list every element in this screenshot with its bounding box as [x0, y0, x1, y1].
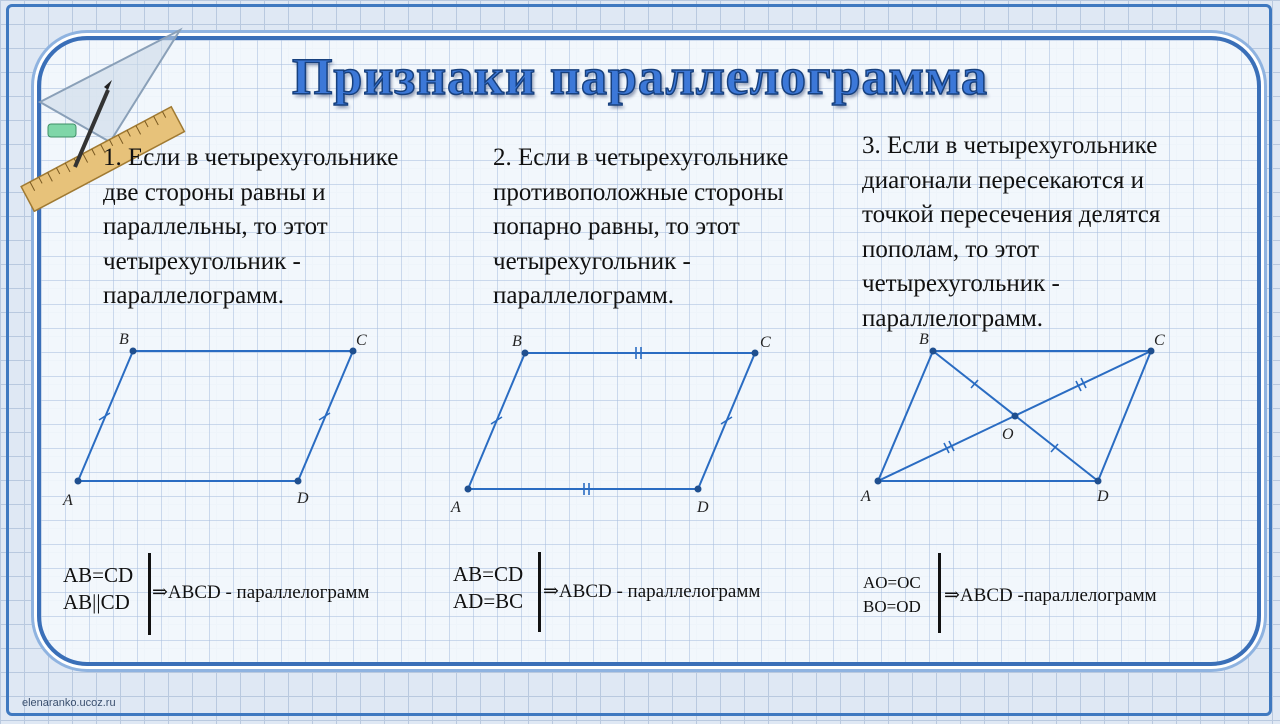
- sign-3-text: 3. Если в четырехугольнике диагонали пересекаются и точкой пересечения делятся пополам, то этот четырехугольник - параллелограмм.: [862, 132, 1161, 332]
- condition-line: AB=CD: [63, 563, 134, 587]
- vertex-A-label: A: [63, 492, 73, 509]
- vertex-B-label: B: [919, 331, 929, 348]
- sign-1-text: 1. Если в четырехугольнике две стороны равны и параллельны, то этот четырехугольник - параллелограмм.: [103, 144, 399, 309]
- vertex-B-label: B: [119, 331, 129, 348]
- site-footer: elenaranko.ucoz.ru: [22, 697, 116, 709]
- vertex-D-label: D: [297, 490, 309, 507]
- sign-2-conclusion: ⇒ABCD - параллелограмм: [543, 581, 761, 602]
- vertex-C-label: C: [356, 332, 367, 349]
- parallelogram-figure-3: [855, 325, 1175, 510]
- vertex-B-label: B: [512, 333, 522, 350]
- sign-3-conclusion: ⇒ABCD -параллелограмм: [944, 585, 1157, 606]
- sign-1-conditions: [63, 562, 133, 616]
- condition-line: AB=CD: [453, 562, 524, 586]
- condition-line: AO=OC: [863, 573, 921, 592]
- parallelogram-figure-1: [55, 325, 385, 515]
- sign-3-conditions: [863, 571, 921, 619]
- sign-2-conditions: [453, 561, 523, 615]
- condition-bar: [148, 553, 151, 635]
- page-title: Признаки параллелограмма: [291, 49, 989, 106]
- sign-1-conclusion: ⇒ABCD - параллелограмм: [152, 582, 370, 603]
- condition-bar: [938, 553, 941, 633]
- parallelogram-figure-2: [445, 327, 785, 522]
- vertex-D-label: D: [1097, 488, 1109, 505]
- vertex-D-label: D: [697, 499, 709, 516]
- vertex-C-label: C: [760, 334, 771, 351]
- intersection-O-label: O: [1002, 426, 1014, 443]
- sign-2-text: 2. Если в четырехугольнике противоположные стороны попарно равны, то этот четырехугольник - параллелограмм.: [493, 144, 789, 309]
- condition-line: AB||CD: [63, 590, 130, 614]
- vertex-A-label: A: [451, 499, 461, 516]
- condition-bar: [538, 552, 541, 632]
- condition-line: AD=BC: [453, 589, 524, 613]
- vertex-C-label: C: [1154, 332, 1165, 349]
- vertex-A-label: A: [861, 488, 871, 505]
- condition-line: BO=OD: [863, 597, 921, 616]
